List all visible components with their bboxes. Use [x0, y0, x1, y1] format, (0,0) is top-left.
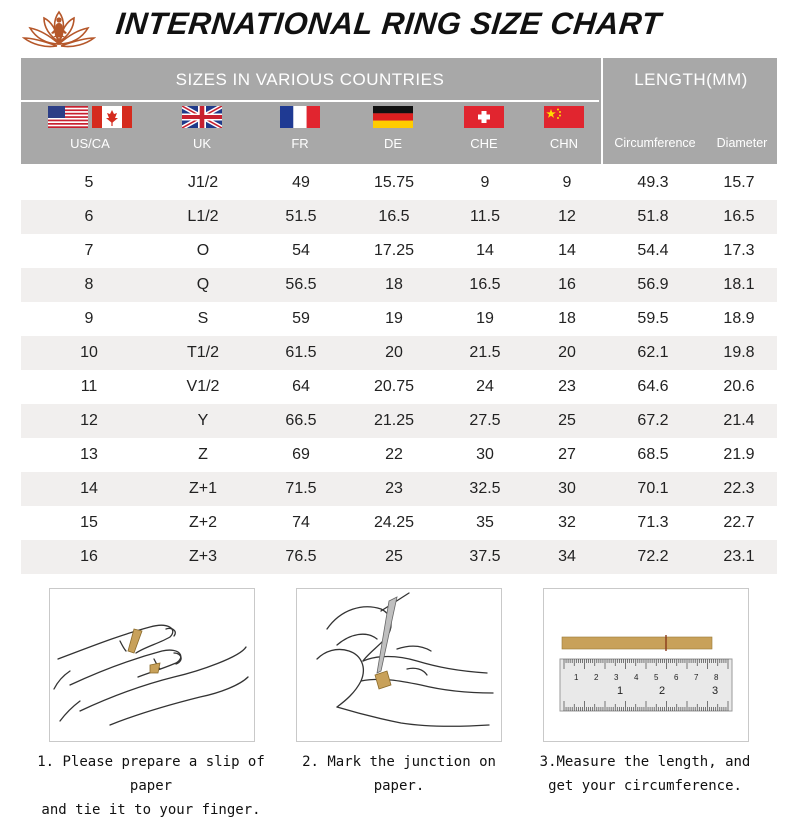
table-row: [21, 336, 777, 370]
cell-uk: V1/2: [186, 378, 220, 395]
table-row: [21, 472, 777, 506]
cell-che: 9: [480, 174, 490, 191]
cell-chn: 30: [558, 480, 576, 497]
ruler-small-number: 4: [634, 673, 639, 682]
cell-de: 19: [385, 310, 403, 327]
table-row: [21, 234, 777, 268]
cell-fr: 61.5: [285, 344, 317, 361]
germany-flag-icon: [373, 106, 413, 128]
step-3-caption: [534, 750, 756, 798]
cell-de: 24.25: [373, 514, 415, 531]
hand-with-paper-slip-icon: [50, 589, 254, 741]
cell-de: 21.25: [373, 412, 415, 429]
cell-chn: 20: [558, 344, 576, 361]
cell-diameter: 22.7: [723, 514, 755, 531]
table-row: [21, 302, 777, 336]
cell-fr: 51.5: [285, 208, 317, 225]
column-diameter: Diameter: [716, 136, 768, 150]
france-flag-icon: [280, 106, 320, 128]
cell-fr: 56.5: [285, 276, 317, 293]
table-header: [21, 58, 777, 164]
cell-uk: J1/2: [187, 174, 219, 191]
cell-uk: Q: [196, 276, 210, 293]
cell-diameter: 23.1: [723, 548, 755, 565]
china-flag-icon: [544, 106, 584, 128]
cell-uk: O: [196, 242, 210, 259]
sizes-header-title: SIZES IN VARIOUS COUNTRIES: [175, 70, 445, 89]
cell-che: 24: [476, 378, 494, 395]
cell-uk: S: [197, 310, 209, 327]
canada-flag-icon: [92, 106, 132, 128]
cell-che: 32.5: [469, 480, 501, 497]
cell-chn: 12: [558, 208, 576, 225]
ruler-small-number: 5: [654, 673, 659, 682]
cell-fr: 71.5: [285, 480, 317, 497]
lotus-meditation-logo: [22, 4, 96, 50]
cell-circumference: 67.2: [637, 412, 669, 429]
cell-uk: T1/2: [186, 344, 219, 361]
ruler-small-number: 8: [714, 673, 719, 682]
cell-che: 35: [476, 514, 494, 531]
cell-uk: Z+2: [188, 514, 217, 531]
cell-circumference: 56.9: [637, 276, 669, 293]
cell-circumference: 70.1: [637, 480, 669, 497]
table-row: [21, 268, 777, 302]
cell-chn: 9: [562, 174, 572, 191]
cell-de: 25: [385, 548, 403, 565]
cell-de: 16.5: [378, 208, 410, 225]
cell-circumference: 71.3: [637, 514, 669, 531]
paper-and-ruler-icon: [544, 589, 748, 741]
cell-diameter: 17.3: [723, 242, 755, 259]
cell-de: 18: [385, 276, 403, 293]
step-3-illustration: [543, 588, 749, 742]
cell-chn: 32: [558, 514, 576, 531]
table-row: [21, 166, 777, 200]
cell-fr: 76.5: [285, 548, 317, 565]
cell-fr: 54: [292, 242, 310, 259]
cell-fr: 59: [292, 310, 310, 327]
cell-chn: 23: [558, 378, 576, 395]
step-1-line-2: and tie it to your finger.: [41, 802, 261, 818]
cell-us-ca: 7: [84, 242, 94, 259]
table-row: [21, 404, 777, 438]
ruler-number-3: 3: [712, 685, 719, 697]
cell-circumference: 54.4: [637, 242, 669, 259]
cell-chn: 18: [558, 310, 576, 327]
step-1-line-1: 1. Please prepare a slip of paper: [37, 754, 265, 794]
cell-che: 11.5: [470, 208, 500, 225]
cell-circumference: 72.2: [637, 548, 669, 565]
cell-uk: L1/2: [187, 208, 219, 225]
cell-che: 37.5: [469, 548, 501, 565]
cell-circumference: 68.5: [637, 446, 669, 463]
step-2-line-1: 2. Mark the junction on paper.: [302, 754, 496, 794]
cell-diameter: 15.7: [723, 174, 755, 191]
cell-che: 16.5: [469, 276, 501, 293]
cell-us-ca: 16: [80, 548, 98, 565]
step-1-illustration: [49, 588, 255, 742]
ruler-number-1: 1: [617, 685, 624, 697]
table-row: [21, 540, 777, 574]
cell-de: 20: [385, 344, 403, 361]
step-2-caption: [282, 750, 516, 798]
cell-diameter: 18.9: [723, 310, 755, 327]
us-flag-icon: [48, 106, 88, 128]
column-de: DE: [383, 136, 403, 151]
cell-circumference: 62.1: [637, 344, 669, 361]
column-che: CHE: [470, 136, 498, 151]
cell-diameter: 19.8: [723, 344, 755, 361]
ruler-small-number: 6: [674, 673, 679, 682]
ruler-number-2: 2: [659, 685, 666, 697]
cell-uk: Z+3: [188, 548, 217, 565]
cell-che: 30: [476, 446, 494, 463]
cell-uk: Z+1: [188, 480, 217, 497]
step-2-illustration: [296, 588, 502, 742]
cell-de: 23: [385, 480, 403, 497]
ruler-small-number: 2: [594, 673, 599, 682]
column-fr: FR: [291, 136, 309, 151]
column-chn: CHN: [549, 136, 579, 151]
cell-che: 21.5: [469, 344, 501, 361]
cell-chn: 14: [558, 242, 576, 259]
cell-diameter: 21.9: [723, 446, 755, 463]
cell-circumference: 59.5: [637, 310, 669, 327]
cell-us-ca: 12: [80, 412, 98, 429]
ruler-small-number: 7: [694, 673, 699, 682]
cell-circumference: 49.3: [637, 174, 669, 191]
cell-chn: 27: [558, 446, 576, 463]
cell-de: 17.25: [373, 242, 415, 259]
cell-chn: 34: [558, 548, 576, 565]
step-1-caption: [30, 750, 272, 822]
cell-us-ca: 9: [84, 310, 94, 327]
cell-diameter: 21.4: [723, 412, 755, 429]
hand-marking-paper-icon: [297, 589, 501, 741]
cell-us-ca: 13: [80, 446, 98, 463]
step-3-line-2: get your circumference.: [548, 778, 742, 794]
cell-che: 19: [476, 310, 494, 327]
cell-de: 15.75: [373, 174, 415, 191]
switzerland-flag-icon: [464, 106, 504, 128]
cell-chn: 25: [558, 412, 576, 429]
table-row: [21, 200, 777, 234]
cell-che: 27.5: [469, 412, 501, 429]
cell-uk: Y: [197, 412, 209, 429]
cell-diameter: 18.1: [723, 276, 755, 293]
cell-diameter: 16.5: [723, 208, 755, 225]
cell-circumference: 51.8: [637, 208, 669, 225]
cell-fr: 74: [292, 514, 310, 531]
header-divider: [21, 100, 599, 102]
ruler-small-number: 1: [574, 673, 579, 682]
column-circumference: Circumference: [614, 136, 696, 150]
cell-us-ca: 15: [80, 514, 98, 531]
cell-fr: 66.5: [285, 412, 317, 429]
cell-diameter: 22.3: [723, 480, 755, 497]
cell-de: 20.75: [373, 378, 415, 395]
cell-circumference: 64.6: [637, 378, 669, 395]
cell-diameter: 20.6: [723, 378, 755, 395]
table-row: [21, 506, 777, 540]
cell-de: 22: [385, 446, 403, 463]
cell-us-ca: 5: [84, 174, 94, 191]
cell-fr: 69: [292, 446, 310, 463]
cell-fr: 49: [292, 174, 310, 191]
length-header: [601, 58, 779, 164]
sizes-header: [21, 58, 599, 164]
page-title: INTERNATIONAL RING SIZE CHART: [114, 6, 663, 41]
table-row: [21, 370, 777, 404]
cell-us-ca: 8: [84, 276, 94, 293]
column-us-ca: US/CA: [70, 136, 110, 151]
cell-us-ca: 14: [80, 480, 98, 497]
uk-flag-icon: [182, 106, 222, 128]
step-3-line-1: 3.Measure the length, and: [539, 754, 751, 770]
cell-che: 14: [476, 242, 494, 259]
table-row: [21, 438, 777, 472]
column-uk: UK: [192, 136, 212, 151]
length-header-title: LENGTH(MM): [634, 70, 748, 89]
cell-uk: Z: [198, 446, 208, 463]
cell-us-ca: 11: [80, 378, 98, 395]
cell-chn: 16: [558, 276, 576, 293]
cell-us-ca: 6: [84, 208, 94, 225]
ruler-small-number: 3: [614, 673, 619, 682]
cell-fr: 64: [292, 378, 310, 395]
cell-us-ca: 10: [80, 344, 98, 361]
